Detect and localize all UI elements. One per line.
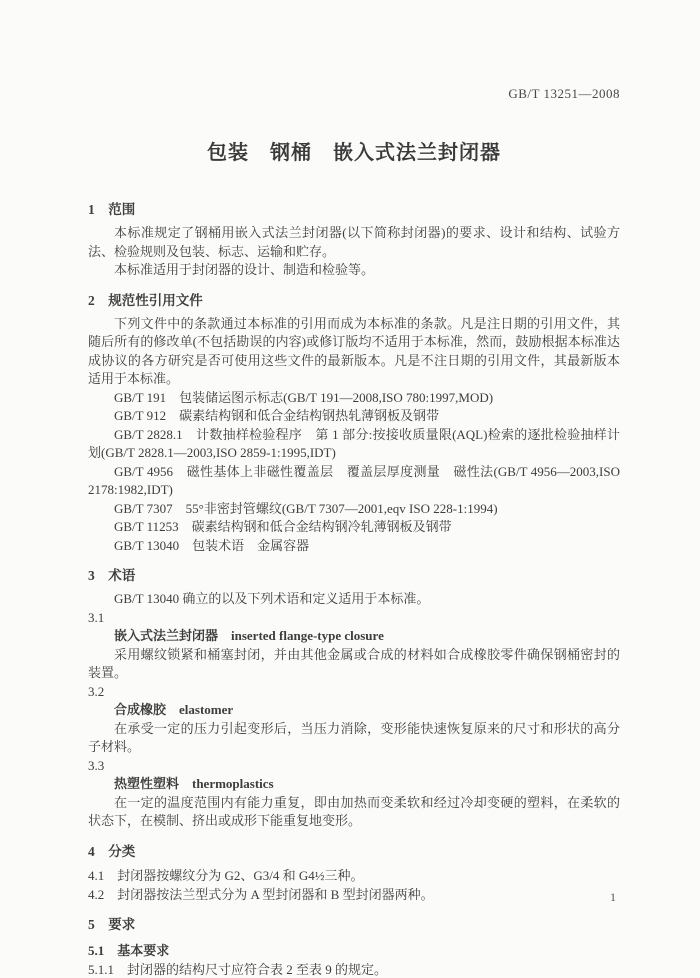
normative-references-intro: 下列文件中的条款通过本标准的引用而成为本标准的条款。凡是注日期的引用文件，其随后所有的修改单(不包括勘误的内容)或修订版均不适用于本标准，然而，鼓励根据本标准达成协议的各方研究是否可使用这些文件的最新版本。凡是不注日期的引用文件，其最新版本适用于本标准。 [88,315,620,386]
section-heading-scope: 1 范围 [88,202,136,217]
term-number: 3.3 [88,757,105,773]
term-entry [88,757,620,831]
section-heading-classification: 4 分类 [88,843,136,859]
term-definition: 采用螺纹锁紧和桶塞封闭，并由其他金属或合成的材料如合成橡胶零件确保钢桶密封的装置。 [88,646,620,680]
terms-intro: GB/T 13040 确立的以及下列术语和定义适用于本标准。 [114,591,430,606]
reference-item: GB/T 912 碳素结构钢和低合金结构钢热轧薄钢板及钢带 [114,408,440,423]
reference-item: GB/T 191 包装储运图示标志(GB/T 191—2008,ISO 780:1997,MOD) [114,389,494,405]
standard-code: GB/T 13251—2008 [508,86,620,101]
clause-item: 4.2 封闭器按法兰型式分为 A 型封闭器和 B 型封闭器两种。 [88,886,434,902]
term-title: 热塑性塑料 thermoplastics [114,776,274,791]
section-heading-requirements: 5 要求 [88,916,136,932]
term-entry [88,609,620,683]
term-title: 嵌入式法兰封闭器 inserted flange-type closure [114,628,384,643]
reference-item: GB/T 7307 55°非密封管螺纹(GB/T 7307—2001,eqv ISO 228-1:1994) [114,500,498,516]
term-definition: 在承受一定的压力引起变形后，当压力消除，变形能快速恢复原来的尺寸和形状的高分子材料。 [88,720,620,754]
term-definition: 在一定的温度范围内有能力重复，即由加热而变柔软和经过冷却变硬的塑料，在柔软的状态下，在模制、挤出或成形下能重复地变形。 [88,794,620,828]
clause-item: 5.1.1 封闭器的结构尺寸应符合表 2 至表 9 的规定。 [88,961,388,977]
reference-item: GB/T 11253 碳素结构钢和低合金结构钢冷轧薄钢板及钢带 [114,519,452,534]
page-number: 1 [610,890,616,904]
document-title: 包装 钢桶 嵌入式法兰封闭器 [207,142,501,164]
term-title: 合成橡胶 elastomer [114,702,234,717]
clause-item: 4.1 封闭器按螺纹分为 G2、G3/4 和 G4½三种。 [88,867,364,883]
page-content [88,0,620,978]
section-heading-normative-references: 2 规范性引用文件 [88,292,203,308]
reference-item: GB/T 13040 包装术语 金属容器 [114,537,310,553]
scope-paragraph-1: 本标准规定了钢桶用嵌入式法兰封闭器(以下简称封闭器)的要求、设计和结构、试验方法、检验规则及包装、标志、运输和贮存。 [88,225,620,259]
term-number: 3.2 [88,683,105,699]
reference-item: GB/T 2828.1 计数抽样检验程序 第 1 部分:按接收质量限(AQL)检索的逐批检验抽样计划(GB/T 2828.1—2003,ISO 2859-1:1995,IDT) [88,426,620,460]
section-heading-terms: 3 术语 [88,568,136,583]
subsection-heading-basic-requirements: 5.1 基本要求 [88,942,170,958]
reference-item: GB/T 4956 磁性基体上非磁性覆盖层 覆盖层厚度测量 磁性法(GB/T 4956—2003,ISO 2178:1982,IDT) [88,463,620,497]
term-entry [88,683,620,757]
term-number: 3.1 [88,609,105,625]
scope-paragraph-2: 本标准适用于封闭器的设计、制造和检验等。 [114,262,375,277]
